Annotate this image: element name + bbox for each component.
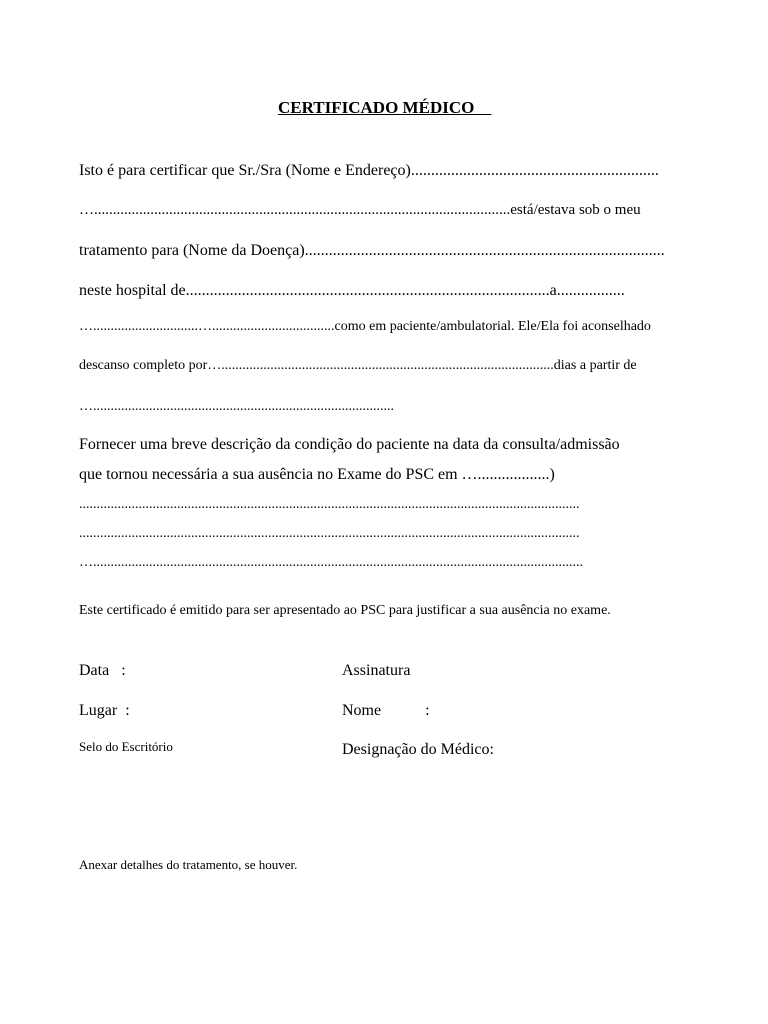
treatment-status-line: …...............................................................................................................está/estava sob o meu [79, 202, 641, 218]
absence-exam-line: que tornou necessária a sua ausência no Exame do PSC em …..................) [79, 466, 555, 483]
patient-name-line: Isto é para certificar que Sr./Sra (Nome e Endereço).............................................................. [79, 162, 659, 179]
doctor-designation-label: Designação do Médico: [342, 741, 494, 758]
rest-period-line: descanso completo por…...............................................................................................dias a partir de [79, 358, 637, 373]
date-label: Data : [79, 662, 126, 679]
office-seal-label: Selo do Escritório [79, 739, 173, 754]
patient-type-line: …..............................…...................................como em paciente/ambulatorial. Ele/Ela foi aconselhado [79, 319, 651, 334]
document-title: CERTIFICADO MÉDICO [278, 98, 492, 117]
signature-label: Assinatura [342, 662, 411, 679]
hospital-dates-line: neste hospital de...........................................................................................a................. [79, 282, 625, 299]
description-blank-line-2: ............................................................................................................................................... [79, 526, 580, 541]
place-label: Lugar : [79, 702, 130, 719]
condition-description-instruction: Fornecer uma breve descrição da condição do paciente na data da consulta/admissão [79, 436, 620, 453]
name-label: Nome : [342, 702, 430, 719]
attach-treatment-note: Anexar detalhes do tratamento, se houver. [79, 857, 298, 872]
description-blank-line-1: ............................................................................................................................................... [79, 497, 580, 512]
description-blank-line-3: …............................................................................................................................................ [79, 555, 583, 570]
start-date-line: …...................................................................................... [79, 399, 394, 414]
certificate-purpose-statement: Este certificado é emitido para ser apresentado ao PSC para justificar a sua ausência no exame. [79, 603, 611, 618]
disease-name-line: tratamento para (Nome da Doença).......................................................................................... [79, 242, 665, 259]
